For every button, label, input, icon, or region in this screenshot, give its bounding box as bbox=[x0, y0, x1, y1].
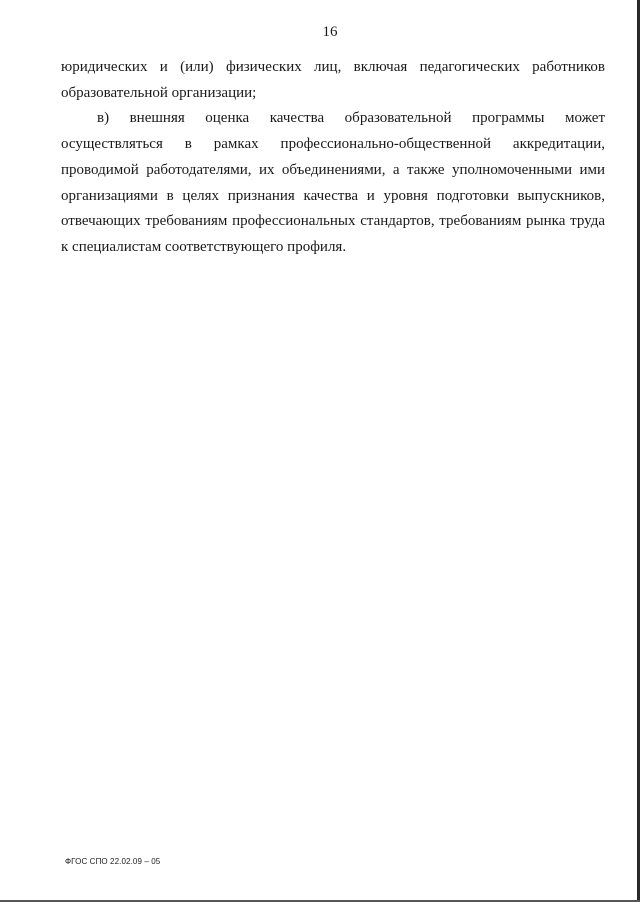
page-number: 16 bbox=[322, 24, 338, 40]
paragraph-item-v: в) внешняя оценка качества образовательной программы может осуществляться в рамках профессионально-общественной аккредитации, проводимой работодателями, их объединениями, а также уполномоченными ими организациями в целях признания качества и уровня подготовки выпускников, отвечающих требованиям профессиональных стандартов, требованиям рынка труда к специалистам соответствующего профиля. bbox=[61, 110, 605, 255]
document-body bbox=[61, 55, 605, 261]
paragraph-continuation: юридических и (или) физических лиц, включая педагогических работников образовательной организации; bbox=[61, 59, 605, 101]
footer-document-code: ФГОС СПО 22.02.09 – 05 bbox=[65, 857, 161, 866]
